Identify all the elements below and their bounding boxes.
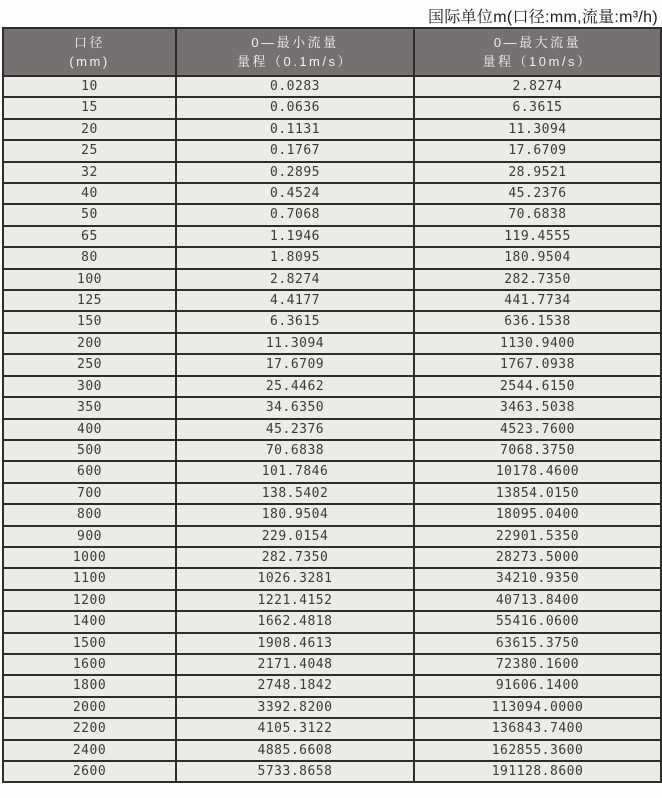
max-flow-cell: 13854.0150 xyxy=(414,483,661,504)
min-flow-cell: 34.6350 xyxy=(176,397,414,418)
diameter-cell: 80 xyxy=(3,247,176,268)
max-flow-cell: 162855.3600 xyxy=(414,740,661,761)
max-flow-cell: 7068.3750 xyxy=(414,440,661,461)
max-flow-cell: 2544.6150 xyxy=(414,376,661,397)
table-row xyxy=(3,633,661,654)
table-row xyxy=(3,740,661,761)
min-flow-cell: 2.8274 xyxy=(176,269,414,290)
max-flow-cell: 91606.1400 xyxy=(414,675,661,696)
table-row xyxy=(3,504,661,525)
header-min-flow xyxy=(176,28,414,76)
header-row xyxy=(3,28,661,76)
header-min-flow-line2: 量程（0.1m/s） xyxy=(236,54,353,69)
max-flow-cell: 28.9521 xyxy=(414,162,661,183)
table-row xyxy=(3,568,661,589)
table-row xyxy=(3,269,661,290)
min-flow-cell: 0.7068 xyxy=(176,204,414,225)
diameter-cell: 32 xyxy=(3,162,176,183)
table-row xyxy=(3,397,661,418)
header-max-flow-line2: 量程（10m/s） xyxy=(482,54,593,69)
header-min-flow-line1: 0—最小流量 xyxy=(251,34,339,50)
min-flow-cell: 25.4462 xyxy=(176,376,414,397)
flow-range-table xyxy=(2,27,662,783)
table-row xyxy=(3,333,661,354)
max-flow-cell: 17.6709 xyxy=(414,140,661,161)
min-flow-cell: 180.9504 xyxy=(176,504,414,525)
min-flow-cell: 1026.3281 xyxy=(176,568,414,589)
min-flow-cell: 0.0283 xyxy=(176,76,414,97)
min-flow-cell: 2171.4048 xyxy=(176,654,414,675)
diameter-cell: 125 xyxy=(3,290,176,311)
max-flow-cell: 55416.0600 xyxy=(414,611,661,632)
min-flow-cell: 1221.4152 xyxy=(176,590,414,611)
diameter-cell: 25 xyxy=(3,140,176,161)
header-diameter-line2: (mm) xyxy=(69,54,110,69)
header-max-flow xyxy=(414,28,661,76)
max-flow-cell: 1130.9400 xyxy=(414,333,661,354)
max-flow-cell: 1767.0938 xyxy=(414,354,661,375)
min-flow-cell: 1.8095 xyxy=(176,247,414,268)
table-row xyxy=(3,311,661,332)
min-flow-cell: 1662.4818 xyxy=(176,611,414,632)
diameter-cell: 350 xyxy=(3,397,176,418)
table-row xyxy=(3,247,661,268)
min-flow-cell: 0.4524 xyxy=(176,183,414,204)
diameter-cell: 700 xyxy=(3,483,176,504)
diameter-cell: 15 xyxy=(3,97,176,118)
diameter-cell: 50 xyxy=(3,204,176,225)
min-flow-cell: 101.7846 xyxy=(176,461,414,482)
diameter-cell: 2400 xyxy=(3,740,176,761)
table-row xyxy=(3,140,661,161)
max-flow-cell: 72380.1600 xyxy=(414,654,661,675)
max-flow-cell: 10178.4600 xyxy=(414,461,661,482)
diameter-cell: 1400 xyxy=(3,611,176,632)
max-flow-cell: 45.2376 xyxy=(414,183,661,204)
max-flow-cell: 180.9504 xyxy=(414,247,661,268)
table-row xyxy=(3,419,661,440)
table-row xyxy=(3,718,661,739)
diameter-cell: 250 xyxy=(3,354,176,375)
diameter-cell: 20 xyxy=(3,119,176,140)
table-row xyxy=(3,76,661,97)
diameter-cell: 2600 xyxy=(3,761,176,782)
diameter-cell: 65 xyxy=(3,226,176,247)
min-flow-cell: 0.1767 xyxy=(176,140,414,161)
diameter-cell: 1600 xyxy=(3,654,176,675)
table-row xyxy=(3,526,661,547)
table-row xyxy=(3,461,661,482)
min-flow-cell: 45.2376 xyxy=(176,419,414,440)
max-flow-cell: 11.3094 xyxy=(414,119,661,140)
min-flow-cell: 0.2895 xyxy=(176,162,414,183)
table-row xyxy=(3,376,661,397)
diameter-cell: 40 xyxy=(3,183,176,204)
max-flow-cell: 18095.0400 xyxy=(414,504,661,525)
min-flow-cell: 6.3615 xyxy=(176,311,414,332)
max-flow-cell: 34210.9350 xyxy=(414,568,661,589)
min-flow-cell: 4.4177 xyxy=(176,290,414,311)
max-flow-cell: 191128.8600 xyxy=(414,761,661,782)
min-flow-cell: 3392.8200 xyxy=(176,697,414,718)
diameter-cell: 1800 xyxy=(3,675,176,696)
table-row xyxy=(3,611,661,632)
max-flow-cell: 441.7734 xyxy=(414,290,661,311)
diameter-cell: 2000 xyxy=(3,697,176,718)
diameter-cell: 200 xyxy=(3,333,176,354)
table-body xyxy=(3,76,661,782)
max-flow-cell: 113094.0000 xyxy=(414,697,661,718)
diameter-cell: 100 xyxy=(3,269,176,290)
max-flow-cell: 28273.5000 xyxy=(414,547,661,568)
min-flow-cell: 17.6709 xyxy=(176,354,414,375)
min-flow-cell: 138.5402 xyxy=(176,483,414,504)
max-flow-cell: 136843.7400 xyxy=(414,718,661,739)
diameter-cell: 900 xyxy=(3,526,176,547)
min-flow-cell: 1.1946 xyxy=(176,226,414,247)
max-flow-cell: 282.7350 xyxy=(414,269,661,290)
table-row xyxy=(3,204,661,225)
table-row xyxy=(3,483,661,504)
diameter-cell: 600 xyxy=(3,461,176,482)
table-row xyxy=(3,226,661,247)
diameter-cell: 400 xyxy=(3,419,176,440)
table-row xyxy=(3,290,661,311)
max-flow-cell: 63615.3750 xyxy=(414,633,661,654)
max-flow-cell: 119.4555 xyxy=(414,226,661,247)
units-title: 国际单位m(口径:mm,流量:m³/h) xyxy=(428,9,658,26)
diameter-cell: 1000 xyxy=(3,547,176,568)
min-flow-cell: 2748.1842 xyxy=(176,675,414,696)
diameter-cell: 800 xyxy=(3,504,176,525)
diameter-cell: 150 xyxy=(3,311,176,332)
table-row xyxy=(3,440,661,461)
max-flow-cell: 636.1538 xyxy=(414,311,661,332)
header-diameter xyxy=(3,28,176,76)
diameter-cell: 1100 xyxy=(3,568,176,589)
table-row xyxy=(3,761,661,782)
table-row xyxy=(3,590,661,611)
max-flow-cell: 22901.5350 xyxy=(414,526,661,547)
table-row xyxy=(3,97,661,118)
table-row xyxy=(3,675,661,696)
table-row xyxy=(3,547,661,568)
min-flow-cell: 5733.8658 xyxy=(176,761,414,782)
min-flow-cell: 282.7350 xyxy=(176,547,414,568)
min-flow-cell: 0.1131 xyxy=(176,119,414,140)
table-row xyxy=(3,162,661,183)
max-flow-cell: 70.6838 xyxy=(414,204,661,225)
min-flow-cell: 4885.6608 xyxy=(176,740,414,761)
header-max-flow-line1: 0—最大流量 xyxy=(493,34,582,50)
max-flow-cell: 3463.5038 xyxy=(414,397,661,418)
max-flow-cell: 40713.8400 xyxy=(414,590,661,611)
max-flow-cell: 2.8274 xyxy=(414,76,661,97)
min-flow-cell: 229.0154 xyxy=(176,526,414,547)
diameter-cell: 500 xyxy=(3,440,176,461)
diameter-cell: 2200 xyxy=(3,718,176,739)
max-flow-cell: 6.3615 xyxy=(414,97,661,118)
min-flow-cell: 70.6838 xyxy=(176,440,414,461)
table-row xyxy=(3,354,661,375)
table-row xyxy=(3,183,661,204)
min-flow-cell: 1908.4613 xyxy=(176,633,414,654)
max-flow-cell: 4523.7600 xyxy=(414,419,661,440)
table-row xyxy=(3,119,661,140)
diameter-cell: 1200 xyxy=(3,590,176,611)
table-row xyxy=(3,654,661,675)
min-flow-cell: 4105.3122 xyxy=(176,718,414,739)
diameter-cell: 10 xyxy=(3,76,176,97)
diameter-cell: 300 xyxy=(3,376,176,397)
diameter-cell: 1500 xyxy=(3,633,176,654)
min-flow-cell: 11.3094 xyxy=(176,333,414,354)
table-row xyxy=(3,697,661,718)
header-diameter-line1: 口径 xyxy=(73,34,105,50)
min-flow-cell: 0.0636 xyxy=(176,97,414,118)
